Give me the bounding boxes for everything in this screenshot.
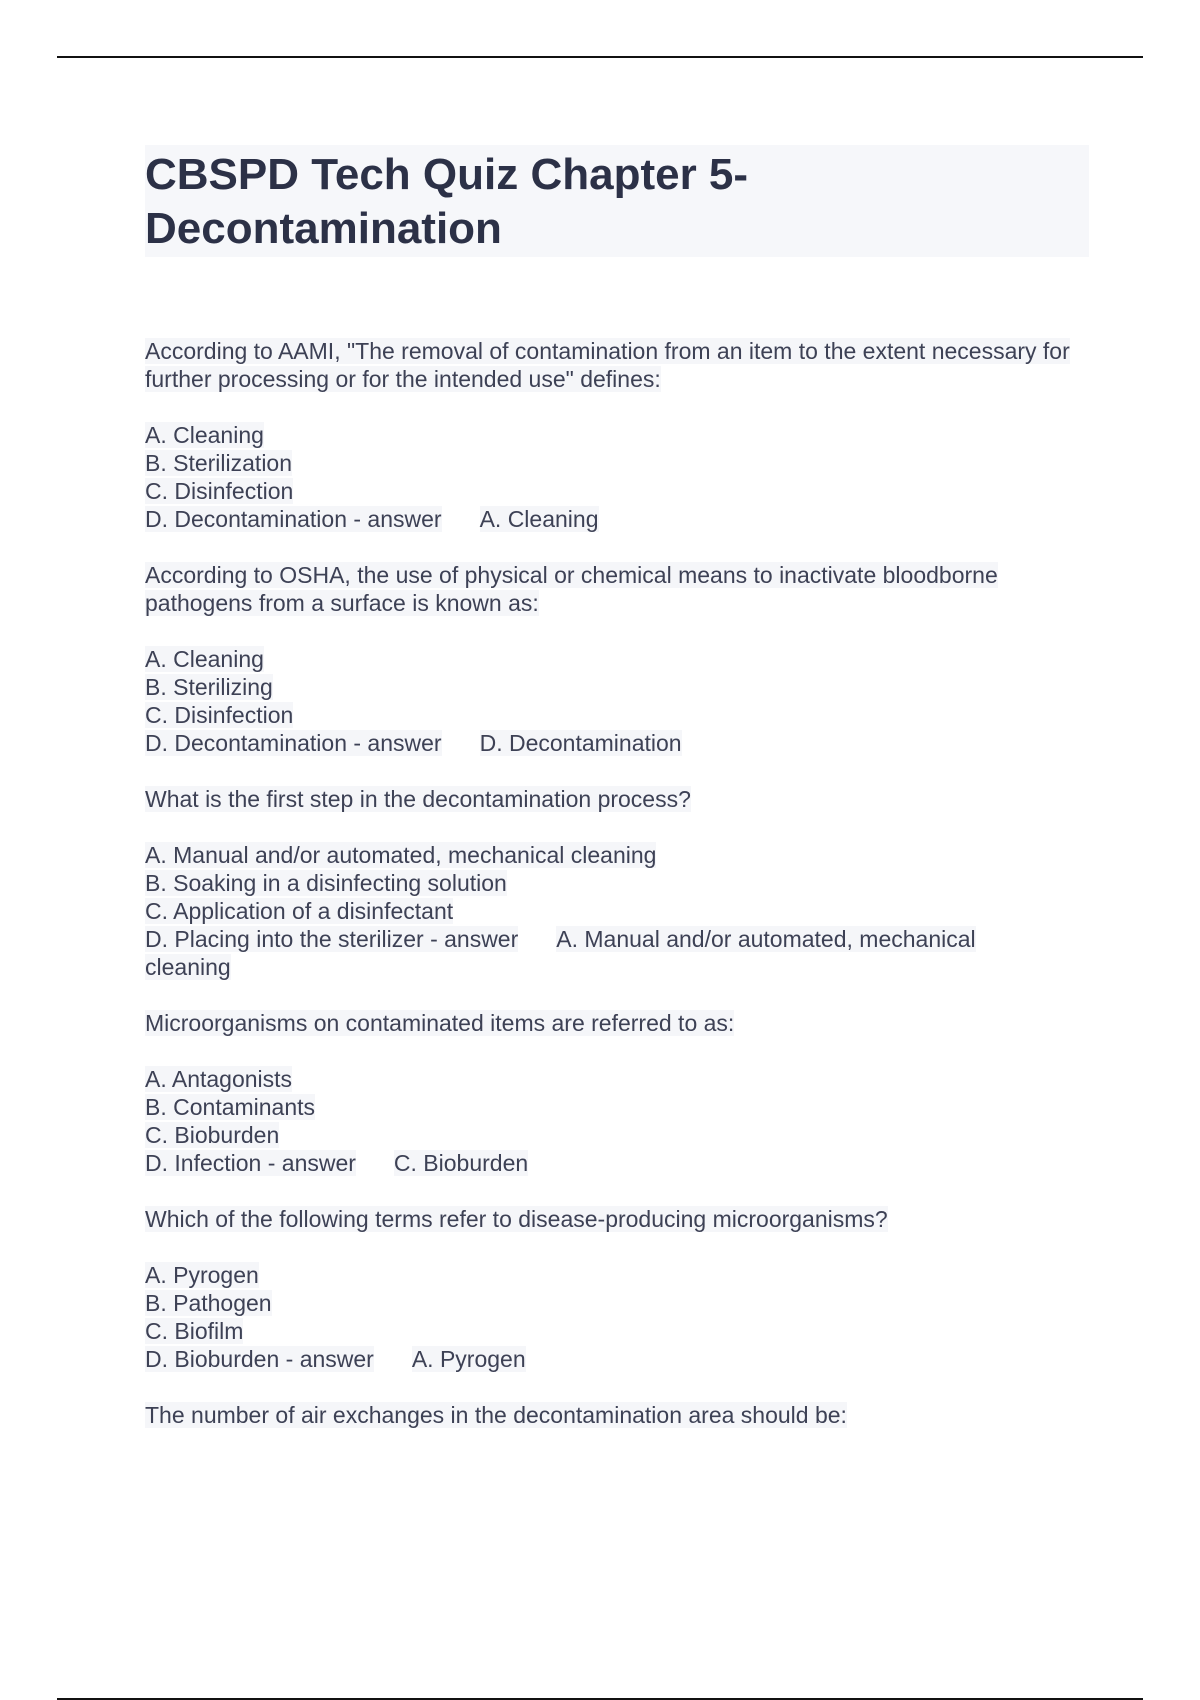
option-item: C. Application of a disinfectant [145,898,454,924]
option-item: A. Pyrogen [145,1262,259,1288]
options-list [145,421,1095,533]
option-item-with-answer: D. Infection - answer C. Bioburden [145,1150,529,1176]
top-rule [57,56,1143,58]
option-item: A. Cleaning [145,422,264,448]
question-block [145,1009,1095,1177]
option-item: A. Manual and/or automated, mechanical cleaning [145,842,657,868]
question-block [145,785,1095,981]
option-item-with-answer: D. Decontamination - answer D. Decontamination [145,730,682,756]
option-item: C. Disinfection [145,478,294,504]
options-list [145,841,1095,981]
option-item: A. Cleaning [145,646,264,672]
option-item-with-answer: D. Placing into the sterilizer - answer A. Manual and/or automated, mechanical cleaning [145,926,976,980]
question-block [145,561,1095,757]
option-item: A. Antagonists [145,1066,293,1092]
answer-text: A. Cleaning [479,506,599,532]
title-block [145,145,1089,257]
question-block [145,1205,1095,1373]
answer-text: C. Bioburden [393,1150,529,1176]
question-text: Microorganisms on contaminated items are referred to as: [145,1010,735,1036]
option-item: B. Contaminants [145,1094,316,1120]
option-item-with-answer: D. Bioburden - answer A. Pyrogen [145,1346,526,1372]
option-item: C. Biofilm [145,1318,244,1344]
option-item: C. Bioburden [145,1122,280,1148]
options-list [145,645,1095,757]
question-text: According to OSHA, the use of physical or chemical means to inactivate bloodborne pathogens from a surface is known as: [145,562,998,616]
question-block [145,337,1095,533]
option-item: C. Disinfection [145,702,294,728]
quiz-content [145,337,1095,1457]
options-list [145,1261,1095,1373]
page-title: CBSPD Tech Quiz Chapter 5- Decontamination [145,150,749,253]
question-text: The number of air exchanges in the decontamination area should be: [145,1402,847,1428]
option-item: B. Sterilization [145,450,293,476]
question-block [145,1401,1095,1429]
answer-text: A. Manual and/or automated, mechanical cleaning [145,926,976,980]
question-text: According to AAMI, "The removal of contamination from an item to the extent necessary for further processing or for the intended use" defines: [145,338,1070,392]
option-item: B. Sterilizing [145,674,273,700]
question-text: Which of the following terms refer to disease-producing microorganisms? [145,1206,888,1232]
option-item: B. Pathogen [145,1290,272,1316]
answer-text: A. Pyrogen [411,1346,526,1372]
option-item-with-answer: D. Decontamination - answer A. Cleaning [145,506,599,532]
option-item: B. Soaking in a disinfecting solution [145,870,507,896]
options-list [145,1065,1095,1177]
question-text: What is the first step in the decontamination process? [145,786,691,812]
answer-text: D. Decontamination [479,730,682,756]
